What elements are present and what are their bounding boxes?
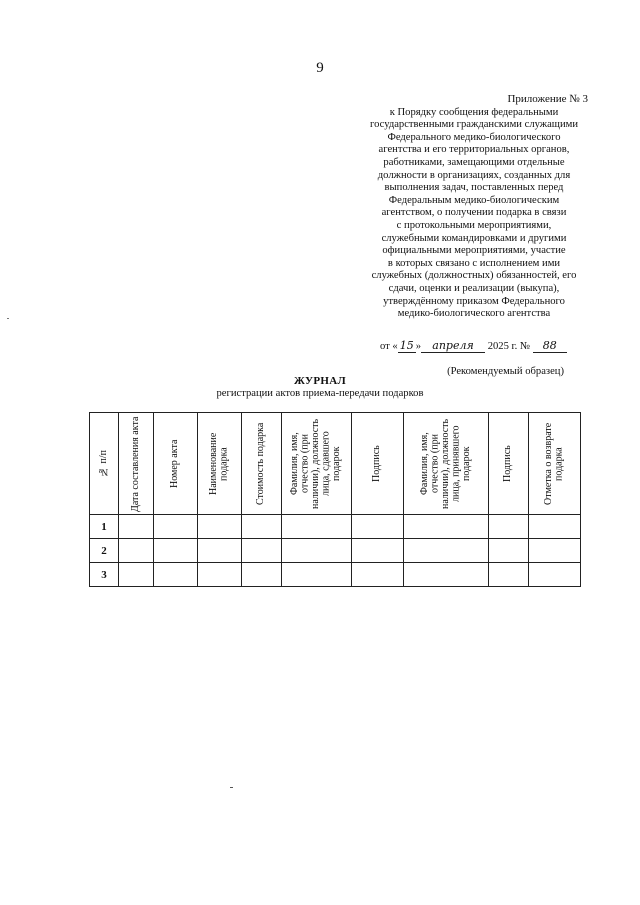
- table-cell: [489, 515, 529, 539]
- table-cell: [404, 515, 489, 539]
- order-date-line: [380, 340, 567, 353]
- annex-title: Приложение № 3: [507, 93, 588, 105]
- table-cell: [404, 539, 489, 563]
- annex-line: Федеральным медико-биологическим: [388, 194, 560, 206]
- table-cell: [154, 539, 198, 563]
- column-header: Фамилия, имя, отчество (при наличии), должность лица, принявшего подарок: [404, 413, 489, 515]
- column-header: Дата составления акта: [119, 413, 154, 515]
- table-cell: [352, 563, 404, 587]
- journal-subtitle: регистрации актов приема-передачи подарков: [216, 388, 424, 399]
- table-row: [90, 563, 581, 587]
- table-cell: [242, 563, 282, 587]
- column-header: Номер акта: [154, 413, 198, 515]
- order-month: апреля: [421, 340, 485, 353]
- row-number: 1: [90, 515, 119, 539]
- order-prefix: от «: [380, 341, 398, 352]
- table-cell: [489, 539, 529, 563]
- table-row: [90, 515, 581, 539]
- scan-mark: [7, 318, 9, 319]
- row-number: 3: [90, 563, 119, 587]
- column-header: Подпись: [352, 413, 404, 515]
- table-cell: [404, 563, 489, 587]
- table-cell: [242, 539, 282, 563]
- annex-line: с протокольными мероприятиями,: [396, 219, 552, 231]
- table-cell: [198, 563, 242, 587]
- table-cell: [282, 563, 352, 587]
- column-header: Фамилия, имя, отчество (при наличии), должность лица, сдавшего подарок: [282, 413, 352, 515]
- annex-line: к Порядку сообщения федеральными: [389, 106, 559, 118]
- annex-line: государственными гражданскими служащими: [369, 119, 578, 131]
- table-cell: [282, 539, 352, 563]
- column-header: Подпись: [489, 413, 529, 515]
- table-row: [90, 539, 581, 563]
- journal-title: ЖУРНАЛ: [293, 375, 346, 387]
- annex-line: в которых связано с исполнением ими: [387, 257, 561, 269]
- annex-line: официальными мероприятиями, участие: [382, 245, 566, 257]
- annex-line: агентством, о получении подарка в связи: [381, 207, 567, 219]
- annex-line: медико-биологического агентства: [397, 308, 551, 320]
- journal-table: [89, 412, 581, 587]
- table-cell: [198, 515, 242, 539]
- table-cell: [198, 539, 242, 563]
- page-number: 9: [316, 60, 324, 76]
- annex-line: выполнения задач, поставленных перед: [384, 182, 564, 194]
- table-cell: [352, 515, 404, 539]
- table-cell: [529, 563, 581, 587]
- annex-line: агентства и его территориальных органов,: [378, 144, 570, 156]
- table-cell: [489, 563, 529, 587]
- table-cell: [282, 515, 352, 539]
- order-number: 88: [533, 340, 567, 353]
- table-header-row: [90, 413, 581, 515]
- table-cell: [119, 539, 154, 563]
- table-cell: [352, 539, 404, 563]
- scan-mark: [230, 787, 233, 788]
- order-year: 2025 г.: [487, 341, 518, 352]
- annex-header: [360, 93, 588, 321]
- column-header: Стоимость подарка: [242, 413, 282, 515]
- annex-line: служебных (должностных) обязанностей, его: [371, 270, 577, 282]
- column-header: Наименование подарка: [198, 413, 242, 515]
- table-cell: [154, 563, 198, 587]
- table-cell: [119, 563, 154, 587]
- annex-line: сдачи, оценки и реализации (выкупа),: [388, 282, 560, 294]
- annex-line: утверждённому приказом Федерального: [383, 295, 565, 307]
- column-header: Отметка о возврате подарка: [529, 413, 581, 515]
- column-header: № п/п: [90, 413, 119, 515]
- annex-line: служебными командировками и другими: [381, 232, 567, 244]
- table-cell: [119, 515, 154, 539]
- row-number: 2: [90, 539, 119, 563]
- annex-line: работниками, замещающими отдельные: [383, 156, 565, 168]
- table-cell: [242, 515, 282, 539]
- order-number-label: №: [519, 341, 531, 352]
- annex-line: Федерального медико-биологического: [387, 131, 561, 143]
- table-cell: [154, 515, 198, 539]
- table-cell: [529, 515, 581, 539]
- recommended-sample-note: (Рекомендуемый образец): [447, 366, 564, 377]
- annex-line: должности в организациях, созданных для: [377, 169, 571, 181]
- order-quote-close: »: [415, 341, 422, 352]
- order-day: 15: [399, 339, 414, 352]
- table-cell: [529, 539, 581, 563]
